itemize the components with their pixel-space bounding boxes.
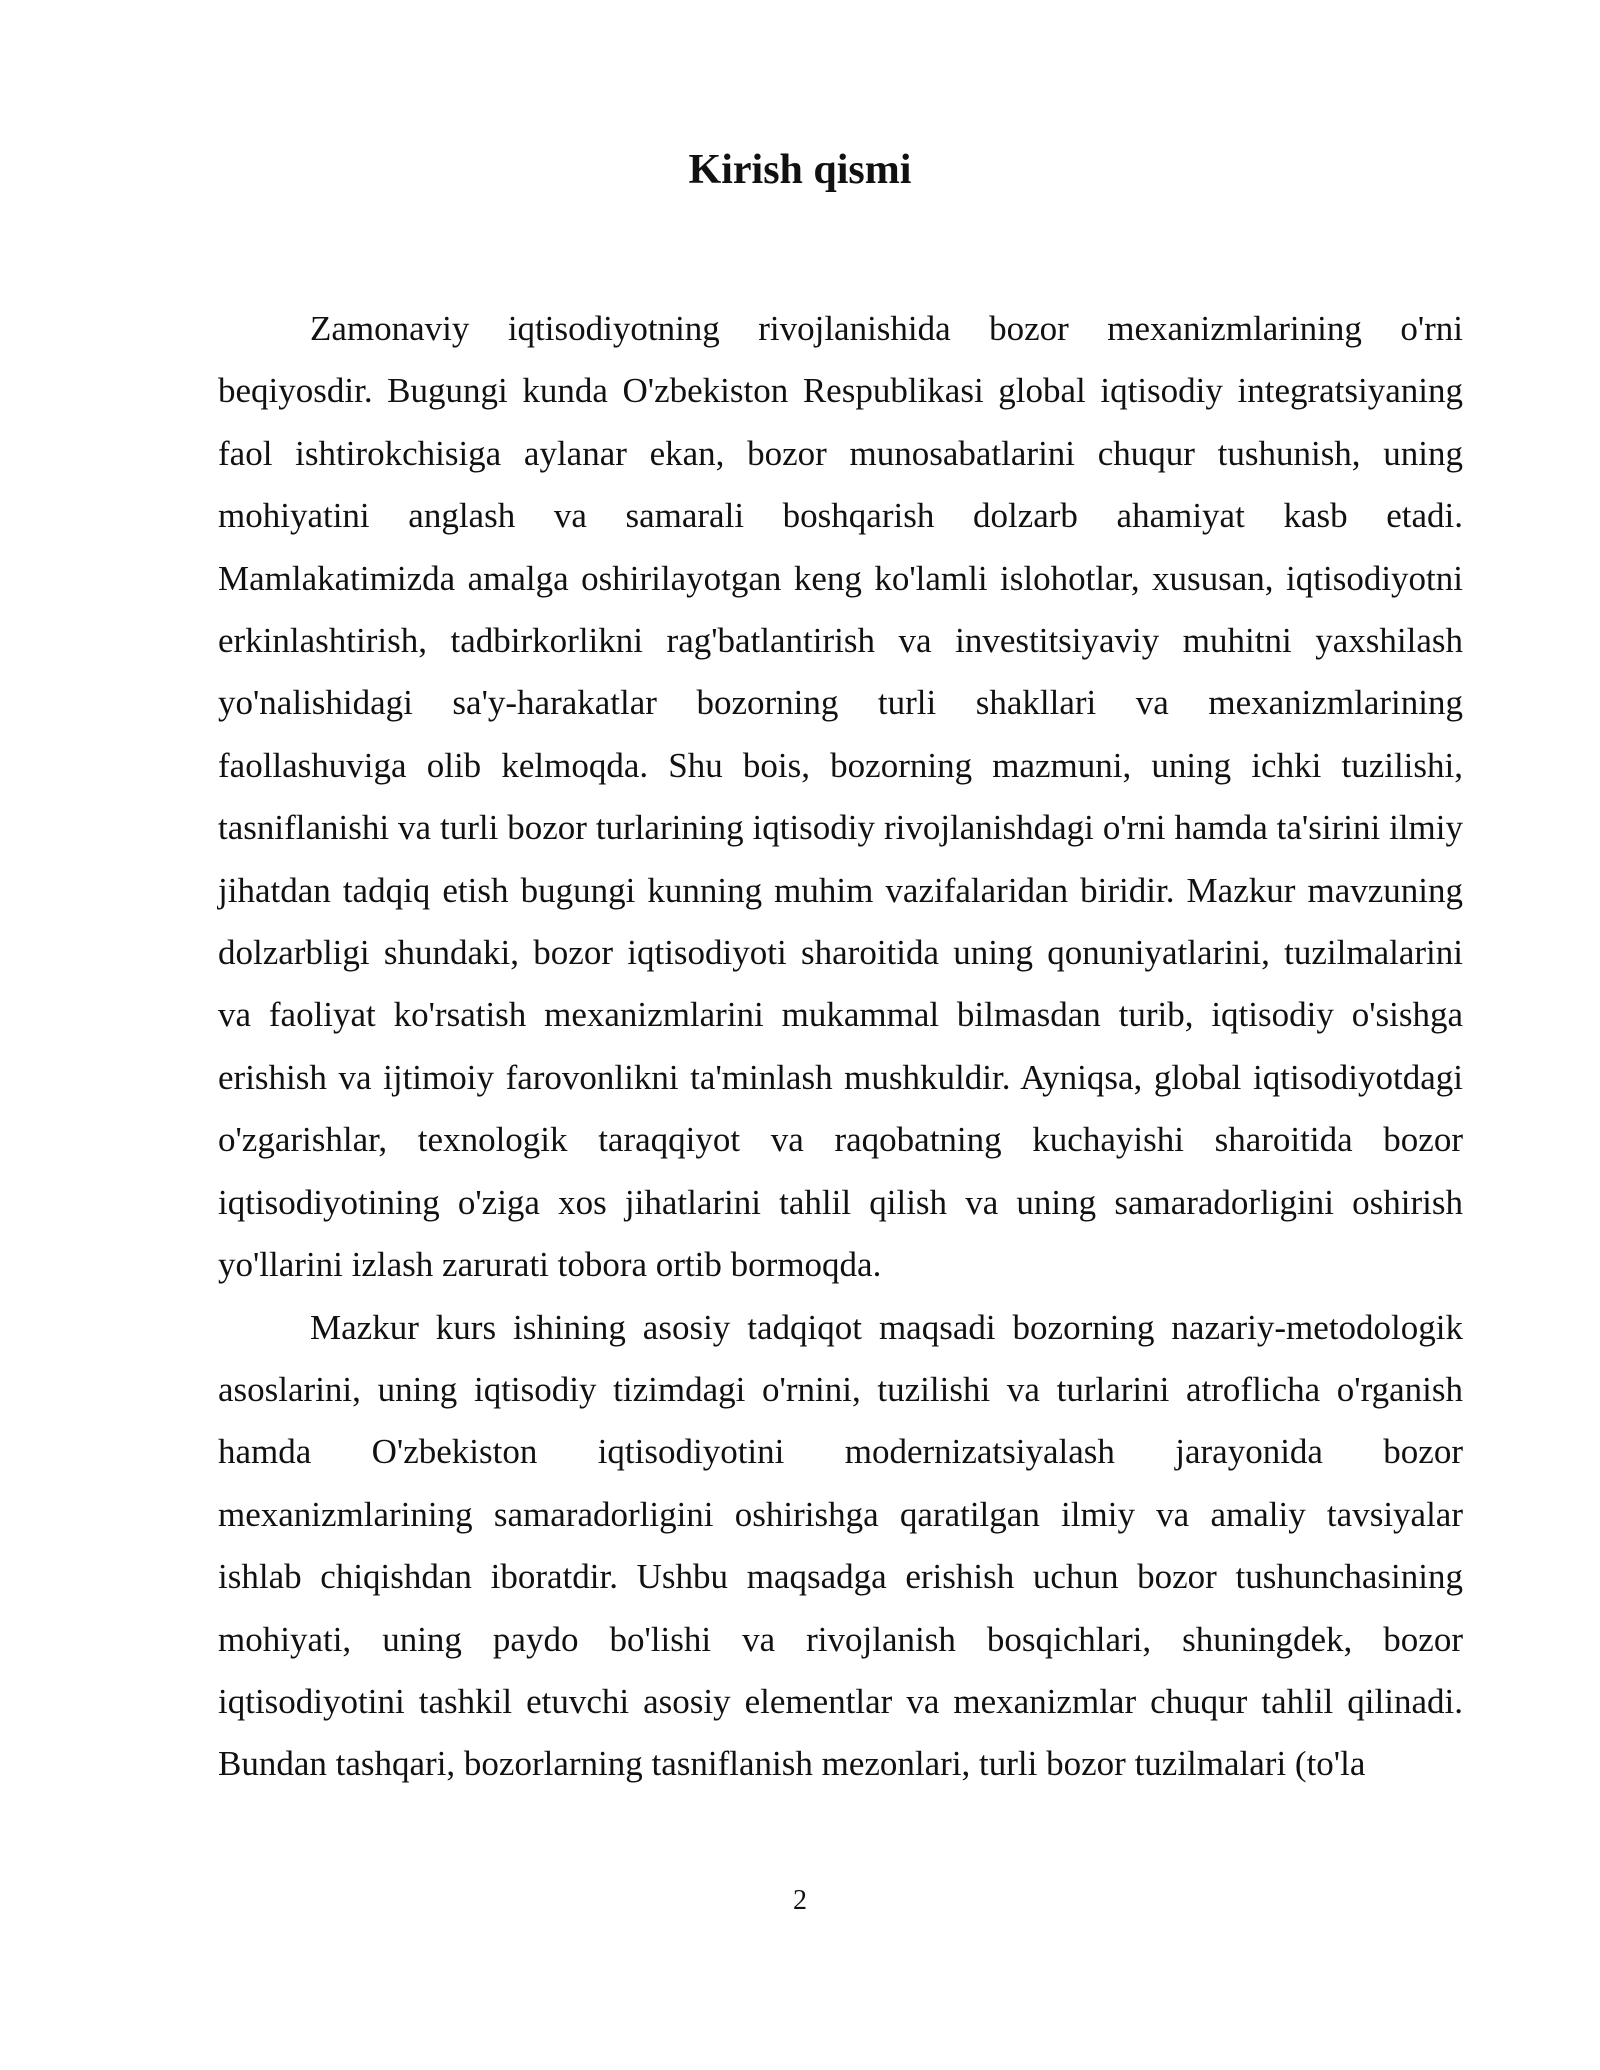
document-body bbox=[218, 298, 1463, 1796]
page-title: Kirish qismi bbox=[688, 147, 912, 193]
paragraph-research-goal: Mazkur kurs ishining asosiy tadqiqot maqsadi bozorning nazariy-metodologik asoslarini, uning iqtisodiy tizimdagi o'rnini, tuzilishi va turlarini atroflicha o'rganish hamda O'zbekiston iqtisodiyotini modernizatsiyalash jarayonida bozor mexanizmlarining samaradorligini oshirishga qaratilgan ilmiy va amaliy tavsiyalar ishlab chiqishdan iboratdir. Ushbu maqsadga erishish uchun bozor tushunchasining mohiyati, uning paydo bo'lishi va rivojlanish bosqichlari, shuningdek, bozor iqtisodiyotini tashkil etuvchi asosiy elementlar va mexanizmlar chuqur tahlil qilinadi. Bundan tashqari, bozorlarning tasniflanish mezonlari, turli bozor tuzilmalari (to'la bbox=[218, 1307, 1463, 1784]
paragraph-intro: Zamonaviy iqtisodiyotning rivojlanishida bozor mexanizmlarining o'rni beqiyosdir. Bugungi kunda O'zbekiston Respublikasi global iqtisodiy integratsiyaning faol ishtirokchisiga aylanar ekan, bozor munosabatlarini chuqur tushunish, uning mohiyatini anglash va samarali boshqarish dolzarb ahamiyat kasb etadi. Mamlakatimizda amalga oshirilayotgan keng ko'lamli islohotlar, xususan, iqtisodiyotni erkinlashtirish, tadbirkorlikni rag'batlantirish va investitsiyaviy muhitni yaxshilash yo'nalishidagi sa'y-harakatlar bozorning turli shakllari va mexanizmlarining faollashuviga olib kelmoqda. Shu bois, bozorning mazmuni, uning ichki tuzilishi, tasniflanishi va turli bozor turlarining iqtisodiy rivojlanishdagi o'rni hamda ta'sirini ilmiy jihatdan tadqiq etish bugungi kunning muhim vazifalaridan biridir. Mazkur mavzuning dolzarbligi shundaki, bozor iqtisodiyoti sharoitida uning qonuniyatlarini, tuzilmalarini va faoliyat ko'rsatish mexanizmlarini mukammal bilmasdan turib, iqtisodiy o'sishga erishish va ijtimoiy farovonlikni ta'minlash mushkuldir. Ayniqsa, global iqtisodiyotdagi o'zgarishlar, texnologik taraqqiyot va raqobatning kuchayishi sharoitida bozor iqtisodiyotining o'ziga xos jihatlarini tahlil qilish va uning samaradorligini oshirish yo'llarini izlash zarurati tobora ortib bormoqda. bbox=[218, 309, 1463, 1285]
page-number: 2 bbox=[793, 1885, 807, 1916]
